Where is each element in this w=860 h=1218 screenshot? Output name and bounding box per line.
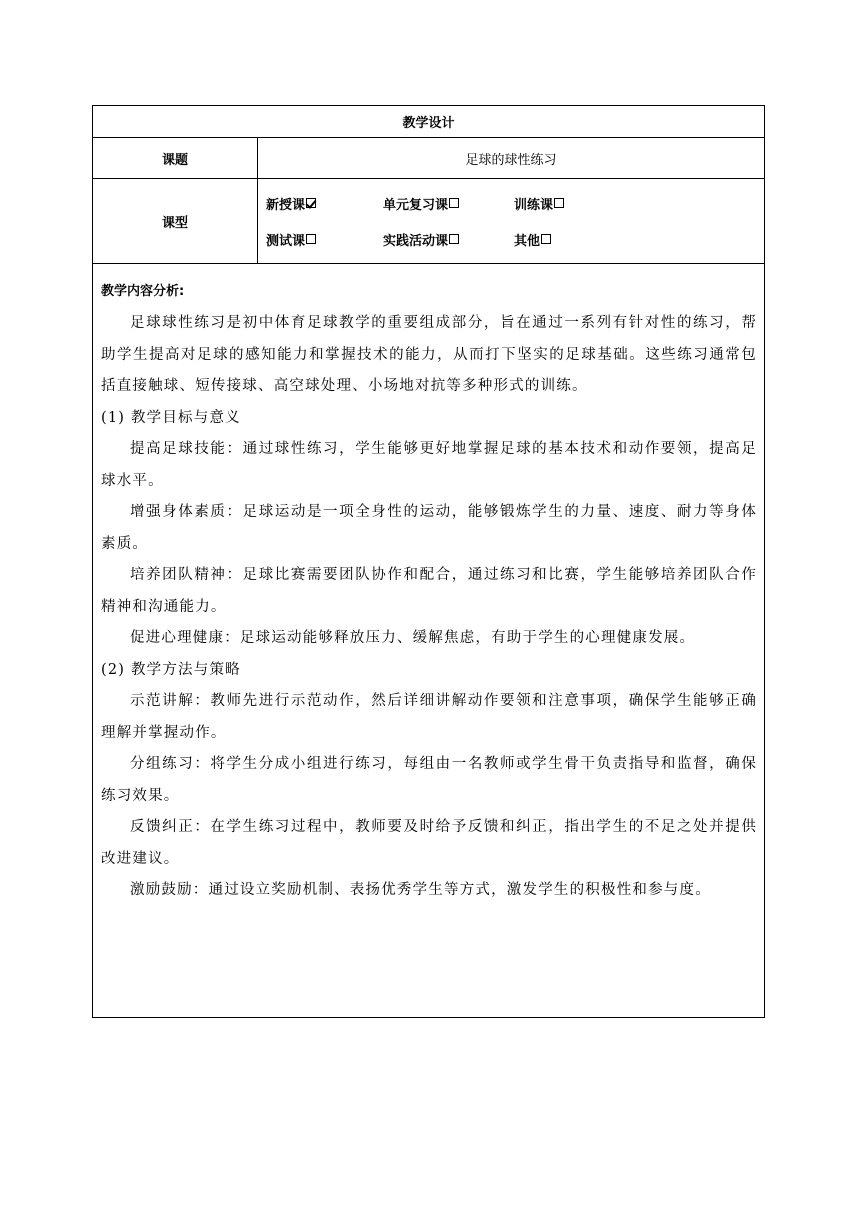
lesson-type-option-label: 测试课 xyxy=(266,233,306,249)
table-title: 教学设计 xyxy=(93,106,765,138)
intro-paragraph: 足球球性练习是初中体育足球教学的重要组成部分，旨在通过一系列有针对性的练习，帮助学生提高对足球的感知能力和掌握技术的能力，从而打下坚实的足球基础。这些练习通常包括直接触球、短传接球、高空球处理、小场地对抗等多种形式的训练。 xyxy=(101,315,758,394)
checkbox-checked-icon[interactable] xyxy=(306,198,316,208)
lesson-design-table xyxy=(92,105,765,1018)
content-analysis-cell xyxy=(93,264,765,1018)
checkbox-icon[interactable] xyxy=(554,198,564,208)
lesson-type-option-unit-review[interactable] xyxy=(383,194,514,213)
lesson-type-options xyxy=(258,179,765,264)
lesson-type-option-practice-activity[interactable] xyxy=(383,230,514,249)
lesson-type-option-label: 新授课 xyxy=(266,197,306,213)
method-paragraph: 反馈纠正：在学生练习过程中，教师要及时给予反馈和纠正，指出学生的不足之处并提供改进建议。 xyxy=(101,819,758,867)
lesson-type-option-label: 其他 xyxy=(514,233,541,249)
lesson-type-option-training[interactable] xyxy=(514,194,604,213)
method-paragraph: 示范讲解：教师先进行示范动作，然后详细讲解动作要领和注意事项，确保学生能够正确理解并掌握动作。 xyxy=(101,693,758,741)
lesson-type-label: 课型 xyxy=(93,179,258,264)
lesson-type-option-other[interactable] xyxy=(514,230,604,249)
topic-label: 课题 xyxy=(93,138,258,179)
section-title-goals: (1) 教学目标与意义 xyxy=(101,409,241,426)
content-analysis-heading: 教学内容分析: xyxy=(101,284,185,299)
checkbox-icon[interactable] xyxy=(541,234,551,244)
goal-paragraph: 增强身体素质：足球运动是一项全身性的运动，能够锻炼学生的力量、速度、耐力等身体素质。 xyxy=(101,504,758,552)
lesson-type-option-label: 单元复习课 xyxy=(383,197,449,213)
section-title-methods: (2) 教学方法与策略 xyxy=(101,661,241,678)
lesson-type-option-label: 实践活动课 xyxy=(383,233,449,249)
checkbox-icon[interactable] xyxy=(449,198,459,208)
checkbox-icon[interactable] xyxy=(306,234,316,244)
lesson-type-option-test[interactable] xyxy=(266,230,383,249)
method-paragraph: 激励鼓励：通过设立奖励机制、表扬优秀学生等方式，激发学生的积极性和参与度。 xyxy=(130,882,711,898)
lesson-type-option-new[interactable] xyxy=(266,194,383,213)
goal-paragraph: 促进心理健康：足球运动能够释放压力、缓解焦虑，有助于学生的心理健康发展。 xyxy=(130,630,696,646)
topic-value: 足球的球性练习 xyxy=(258,138,765,179)
checkbox-icon[interactable] xyxy=(449,234,459,244)
goal-paragraph: 提高足球技能：通过球性练习，学生能够更好地掌握足球的基本技术和动作要领，提高足球水平。 xyxy=(101,441,758,489)
method-paragraph: 分组练习：将学生分成小组进行练习，每组由一名教师或学生骨干负责指导和监督，确保练习效果。 xyxy=(101,756,758,804)
goal-paragraph: 培养团队精神：足球比赛需要团队协作和配合，通过练习和比赛，学生能够培养团队合作精神和沟通能力。 xyxy=(101,567,758,615)
lesson-type-option-label: 训练课 xyxy=(514,197,554,213)
